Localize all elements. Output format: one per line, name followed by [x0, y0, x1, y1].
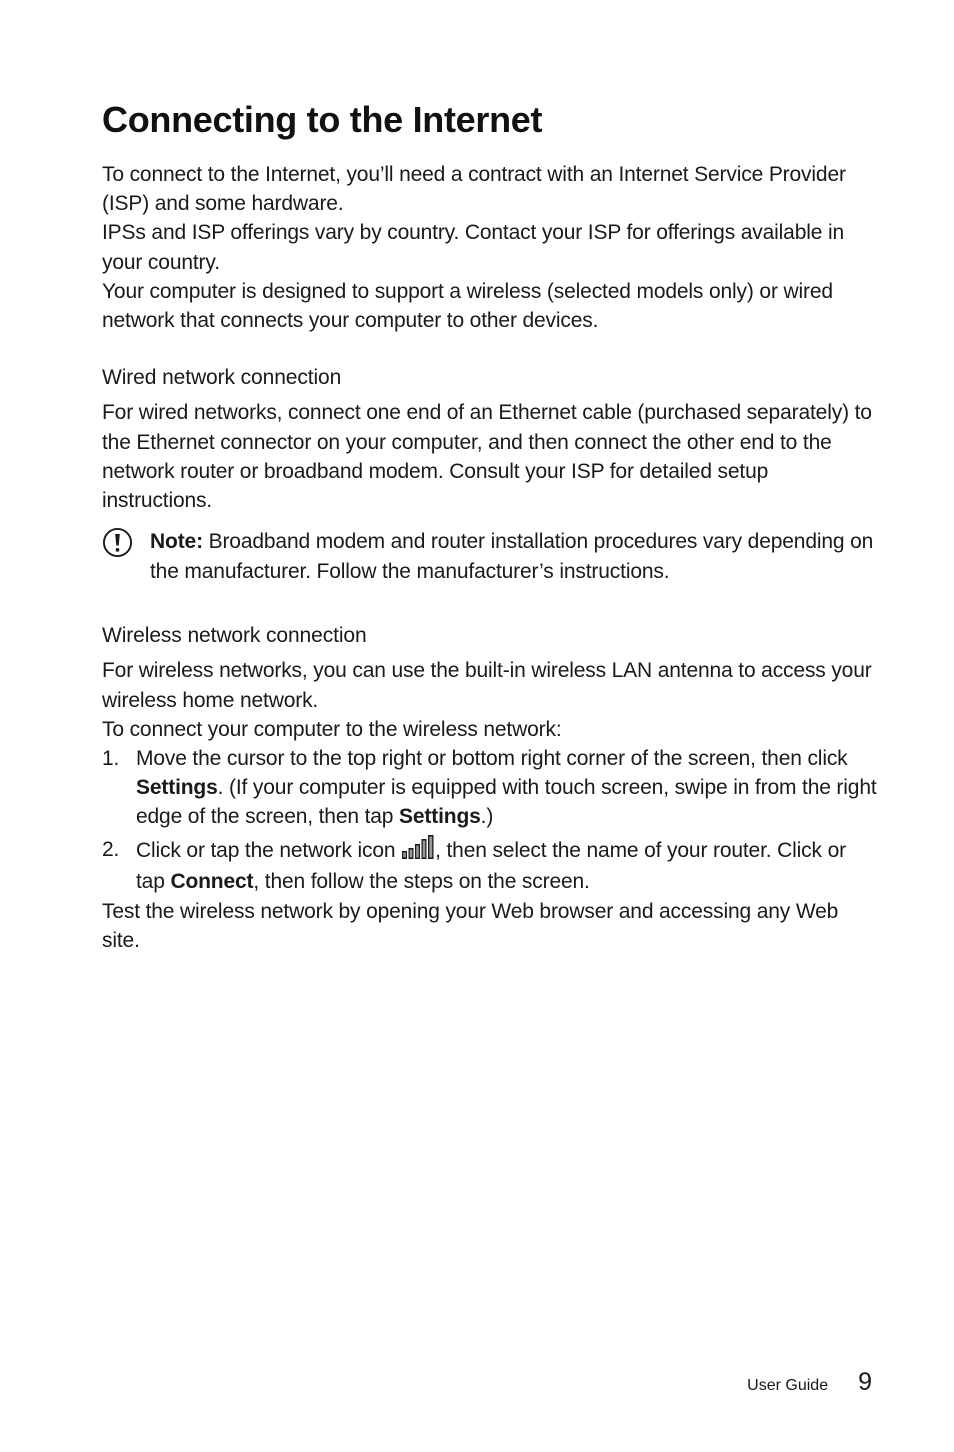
exclamation-circle-icon — [102, 527, 133, 558]
step-text: , then follow the steps on the screen. — [253, 869, 590, 893]
step-number: 1. — [102, 747, 120, 771]
intro-paragraph-2: IPSs and ISP offerings vary by country. Contact your ISP for offerings available in your country. — [102, 221, 845, 274]
settings-term: Settings — [136, 776, 218, 800]
page-content — [102, 96, 877, 955]
step-number: 2. — [102, 837, 120, 861]
settings-term: Settings — [399, 805, 481, 829]
note-callout — [102, 527, 877, 587]
page-number: 9 — [858, 1368, 872, 1396]
list-item-step-2 — [102, 834, 877, 897]
page-title: Connecting to the Internet — [102, 99, 543, 140]
step-text: , then select the name of your router. Click or tap — [136, 838, 846, 893]
page-footer — [747, 1368, 872, 1397]
note-label: Note: — [150, 530, 203, 554]
network-signal-icon — [401, 834, 435, 860]
wireless-closing: Test the wireless network by opening your Web browser and accessing any Web site. — [102, 899, 839, 952]
list-item-step-1 — [102, 744, 877, 832]
wireless-body-1: For wireless networks, you can use the built-in wireless LAN antenna to access your wireless home network. — [102, 659, 872, 712]
step-text: .) — [480, 805, 494, 829]
intro-paragraph-3: Your computer is designed to support a wireless (selected models only) or wired network that connects your computer to other devices. — [102, 279, 833, 333]
footer-label: User Guide — [747, 1377, 829, 1394]
step-text: Click or tap the network icon — [136, 838, 402, 862]
wireless-body-2: To connect your computer to the wireless network: — [102, 717, 562, 741]
wireless-steps-list — [102, 744, 877, 897]
connect-term: Connect — [170, 869, 254, 893]
note-text: Broadband modem and router installation procedures vary depending on the manufacturer. Follow the manufacturer’s instructions. — [150, 530, 874, 584]
intro-paragraph-1: To connect to the Internet, you’ll need a contract with an Internet Service Provider (ISP) and some hardware. — [102, 163, 846, 216]
wired-section-heading: Wired network connection — [102, 366, 342, 390]
step-text: Move the cursor to the top right or bottom right corner of the screen, then click — [136, 747, 848, 771]
step-text: . (If your computer is equipped with touch screen, swipe in from the right edge of the screen, then tap — [136, 776, 877, 829]
wireless-section-heading: Wireless network connection — [102, 624, 367, 648]
wired-body: For wired networks, connect one end of an Ethernet cable (purchased separately) to the Ethernet connector on your computer, and then connect the other end to the network router or broadband modem. Consult your ISP for detailed setup instructions. — [102, 401, 872, 513]
